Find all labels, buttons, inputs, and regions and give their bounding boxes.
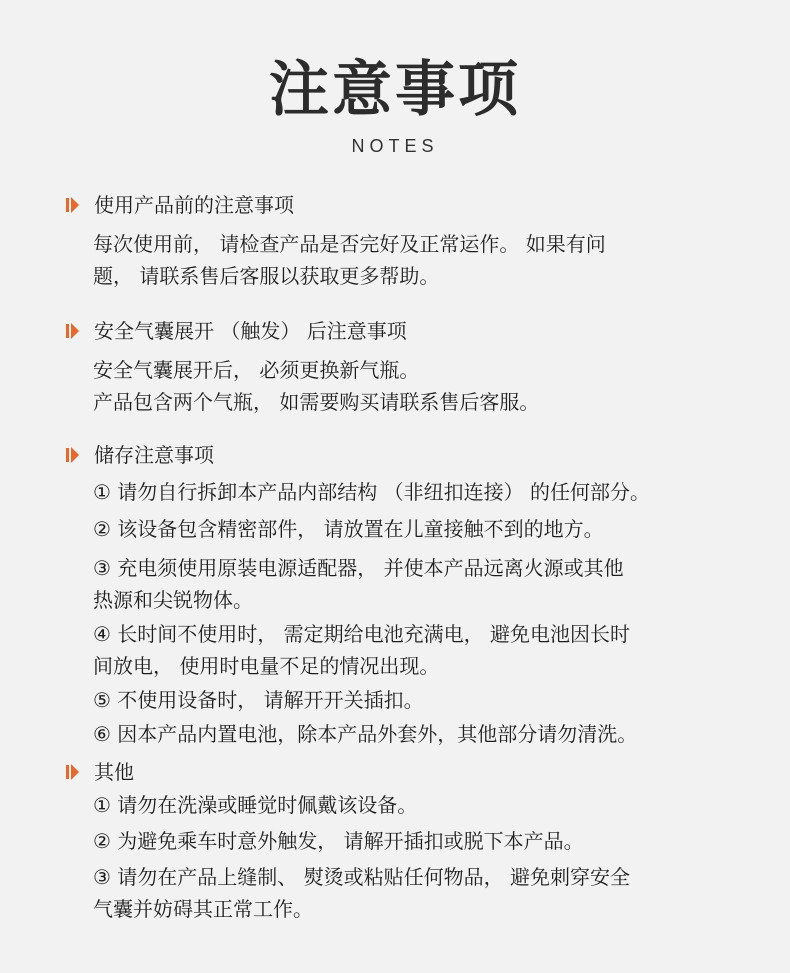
list-item: ⑥ 因本产品内置电池，除本产品外套外，其他部分请勿清洗。 [93, 722, 638, 746]
list-item: ③ 充电须使用原装电源适配器， 并使本产品远离火源或其他 [93, 556, 624, 580]
list-item-continued: 间放电， 使用时电量不足的情况出现。 [93, 654, 440, 678]
section-body [93, 789, 730, 925]
page-subtitle: NOTES [351, 136, 439, 156]
text-line: 安全气囊展开后， 必须更换新气瓶。 [93, 358, 420, 382]
section-body [93, 476, 730, 750]
text-line: 产品包含两个气瓶， 如需要购买请联系售后客服。 [93, 390, 540, 414]
section-storage [66, 442, 730, 750]
list-item: ⑤ 不使用设备时， 请解开开关插扣。 [93, 688, 424, 712]
section-body [93, 228, 730, 292]
text-line: 每次使用前， 请检查产品是否完好及正常运作。 如果有问 [93, 232, 606, 256]
chevron-right-icon [66, 196, 80, 214]
chevron-right-icon [66, 763, 80, 781]
list-item-continued: 气囊并妨碍其正常工作。 [93, 897, 313, 921]
section-header [66, 318, 730, 344]
text-line: 题， 请联系售后客服以获取更多帮助。 [93, 264, 440, 288]
list-item: ③ 请勿在产品上缝制、 熨烫或粘贴任何物品， 避免刺穿安全 [93, 865, 631, 889]
chevron-right-icon [66, 322, 80, 340]
list-item: ① 请勿自行拆卸本产品内部结构 （非纽扣连接） 的任何部分。 [93, 480, 651, 504]
section-header [66, 192, 730, 218]
list-item: ① 请勿在洗澡或睡觉时佩戴该设备。 [93, 793, 418, 817]
section-title: 使用产品前的注意事项 [94, 193, 294, 217]
section-title: 安全气囊展开 （触发） 后注意事项 [94, 319, 407, 343]
section-title: 储存注意事项 [94, 443, 214, 467]
section-title: 其他 [94, 760, 134, 784]
list-item: ④ 长时间不使用时， 需定期给电池充满电， 避免电池因长时 [93, 622, 631, 646]
section-header [66, 759, 730, 785]
list-item: ② 该设备包含精密部件， 请放置在儿童接触不到的地方。 [93, 517, 604, 541]
section-header [66, 442, 730, 468]
page-title: 注意事项 [269, 55, 521, 125]
section-airbag-deployed [66, 318, 730, 418]
list-item: ② 为避免乘车时意外触发， 请解开插扣或脱下本产品。 [93, 829, 584, 853]
section-before-use [66, 192, 730, 292]
section-other [66, 759, 730, 925]
chevron-right-icon [66, 446, 80, 464]
section-body [93, 354, 730, 418]
list-item-continued: 热源和尖锐物体。 [93, 588, 253, 612]
